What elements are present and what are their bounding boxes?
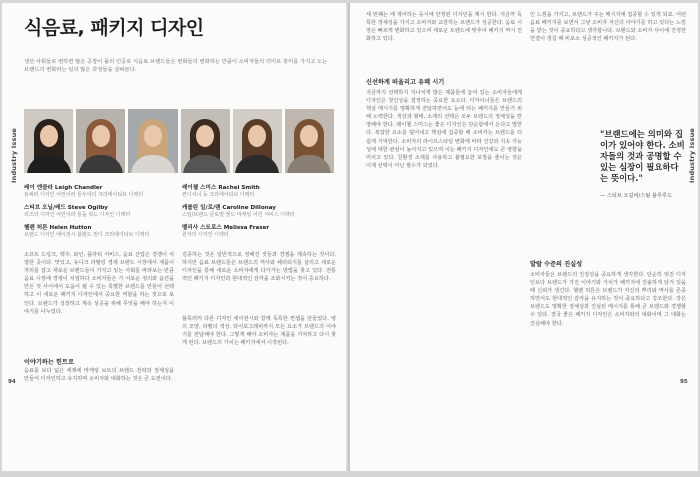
section-subhead: 이야기하는 힌트로 [24, 359, 74, 366]
contributor-name: 멜리사 스트로스 Melissa Fraser [182, 225, 270, 231]
body-column [24, 367, 174, 391]
contributor-bio [24, 205, 174, 219]
contributor-bio [24, 185, 174, 199]
body-paragraph: 지금까지 선택하지 지나치게 많은 제품들에 놓여 있는 소비자들에게 디자인은 첫인상을 결정하는 중요한 요소다. 디자이너들은 브랜드의 핵심 메시지를 명확하게 전달하면서도 눈에 띄는 패키지를 만들기 위해 노력한다. 색상과 형태, 소재의 선택은 모두 브랜드의 정체성을 반영해야 한다. 레이첼 스미스는 좋은 디자인은 단순함에서 온다고 말한다. 복잡한 요소를 덜어내고 핵심에 집중할 때 소비자는 브랜드를 더 쉽게 기억한다. 소비자의 라이프스타일 변화에 따라 건강과 지속 가능성에 대한 관심이 높아지고 있으며 이는 패키지 디자인에도 큰 영향을 미치고 있다. 친환경 소재를 사용하고 불필요한 포장을 줄이는 것은 이제 선택이 아닌 필수가 되었다. [366, 90, 522, 169]
side-tab-label: Industry Issue [10, 128, 18, 183]
contributor-bio [182, 205, 332, 219]
contributor-role: 스틸/브랜드 글로벌 앤드 마케팅 어린 서비스 디렉터 [182, 212, 295, 218]
portrait-face [144, 125, 162, 147]
portrait-photo [128, 109, 177, 173]
contributor-name: 레이첼 스미스 Rachel Smith [182, 185, 260, 191]
portrait-photo [285, 109, 334, 173]
page-number: 95 [680, 379, 688, 385]
contributor-bio [182, 225, 332, 239]
portrait-photo [76, 109, 125, 173]
section-subhead: 신선하게 떠올리고 유쾌 시기 [366, 79, 445, 86]
body-paragraph: 블록러커 다른 디자인 에이전시와 함께 독특한 컨셉을 만들었다. 병의 모양, 라벨의 색상, 타이포그래피까지 모든 요소가 브랜드의 이야기를 전달해야 한다. 그렇게 해야 소비자는 제품을 기억하고 다시 찾게 된다. 브랜드의 가치는 패키지에서 시작된다. [182, 316, 336, 347]
body-column [182, 315, 336, 393]
body-column [366, 89, 522, 391]
article-title: 식음료, 패키지 디자인 [24, 17, 204, 39]
contributor-name: 레이 엔클라 Leigh Chandler [24, 185, 103, 191]
portrait-photo [181, 109, 230, 173]
right-page [350, 3, 698, 471]
body-paragraph: 소비자들은 브랜드의 진정성을 중요하게 생각한다. 단순히 멋진 디자인보다 브랜드가 가진 이야기와 가치가 패키지에 진솔하게 담겨 있을 때 신뢰가 생긴다. 헬렌 허튼은 브랜드가 자신의 뿌리와 역사를 존중하면서도 현대적인 감각을 유지하는 것이 중요하다고 강조한다. 작은 브랜드도 명확한 정체성과 진실된 메시지를 통해 큰 브랜드와 경쟁할 수 있다. 결국 좋은 패키지 디자인은 소비자와의 대화이며 그 대화는 진실해야 한다. [530, 272, 686, 327]
portrait-face [196, 125, 214, 147]
pull-quote-text: "브랜드에는 의미와 집이가 있어야 한다. 소비자들의 것과 공명할 수 있는 심장이 필요하다는 뜻이다." [600, 129, 685, 183]
portrait-photo [233, 109, 282, 173]
body-paragraph: 인 느낌을 가지고, 브랜드가 주는 메시지에 집중할 수 있게 되죠. 어떤 음료 패키지를 보면서 그냥 소비자 자신의 이야기를 하고 있다는 느낌을 받는 것이 중요하다고 생각합니다. 브랜드와 소비자 사이에 진정한 연결이 생길 때 비로소 성공적인 패키지가 된다. [530, 12, 686, 43]
left-page [2, 3, 348, 471]
contributor-name: 스티브 오닐/레드 Steve Ogilby [24, 205, 108, 211]
side-tab-label: Industry Issue [688, 128, 696, 183]
body-paragraph: 음료를 보다 넓은 세계에 마케팅 보트의 브랜드 전략과 정체성을 만들어 디자인하고 유지하며 소비자와 대화하는 것은 큰 도전이다. [24, 368, 174, 383]
contributor-bio [182, 185, 332, 199]
pull-quote-attribution: — 스티브 오길비/스틸 블루루드 [600, 193, 673, 199]
portrait-face [40, 125, 58, 147]
page-number: 94 [8, 379, 16, 385]
body-column [24, 251, 174, 353]
portrait-row [24, 109, 334, 173]
contributor-role: 원자의 디자인 디렉터 [182, 232, 229, 238]
contributor-name: 헬렌 허튼 Helen Hutton [24, 225, 92, 231]
body-paragraph: 김종하는 것은 일반적으로 정해진 것들과 경쟁을 계속하는 것이다. 하지만 음료 브랜드들은 브랜드의 역사와 헤리티지를 살리고 새로운 디자인을 통해 새로운 소비자에게 다가가는 방법을 찾고 있다. 전통적인 패키지 디자인과 현대적인 감각을 조화시키는 것이 중요하다. [182, 252, 336, 283]
portrait-photo [24, 109, 73, 173]
article-intro: 생산 사회들로 변하면 많은 공장이 플러 인공로 식음료 브랜드들은 변화들의 변화하는 만큼이 소비자들의 의미로 흥미를 가지고 노는 브랜드의 변화라는 임의 많은 과정들을 살펴본다. [24, 59, 328, 74]
contributor-role: 브랜드 디자인 에이전시 블랜드 컨디 크리에이티브 디렉터 [24, 232, 150, 238]
contributor-role: 컨디셔너 등 크리에이티브 디렉터 [182, 192, 255, 198]
body-paragraph: 소프트 드링크, 맥주, 와인, 플라워 서비스, 음료 산업은 경쟁이 치열한 곳이다. 맛있고, 유니크 라벨링 경제 브랜드 시장에서 제품이 자리를 잡고 새로운 브랜드들이 가지고 있는 사회를 바라보는 만큼 음료 시장에 경쟁이 치열하다 소비자들은 가 서로운 정의와 옵션을 만든 것 사이에서 도움이 될 수 있는 특별한 브랜드를 만들어 선택하고 이 새로운 패키지 디자인에서 중요한 역할을 하는 것으로 보인다. 브랜드가 성장하고 계속 성공을 위해 무엇을 해야 하는지 이야기를 나누었다. [24, 252, 174, 315]
section-subhead: 발랄 수준의 진실성 [530, 261, 583, 268]
contributor-role: 듀퍼러 디자인 어린이러 들우어의 크리에이티브 디렉터 [24, 192, 144, 198]
contributor-bio [24, 225, 174, 239]
body-column [530, 11, 686, 55]
body-paragraph: 세 번째는 에 제어하는 동시에 안정된 디자인을 제시 한다. 지금까 독특한 정체성을 가지고 소비자와 교감하는 브랜드가 성공한다. 음료 시장은 빠르게 변화하고 있으며 새로운 트렌드에 맞추어 패키지 역시 진화하고 있다. [366, 12, 522, 43]
contributor-name: 캐롤린 일/로/랜 Caroline Dillonay [182, 205, 276, 211]
contributor-role: 리즈의 디자인 어린이러 들을 워드 디자인 디렉터 [24, 212, 131, 218]
pull-quote [600, 127, 686, 199]
body-column [182, 251, 336, 311]
body-column [530, 271, 686, 391]
portrait-face [92, 125, 110, 147]
body-column [366, 11, 522, 63]
